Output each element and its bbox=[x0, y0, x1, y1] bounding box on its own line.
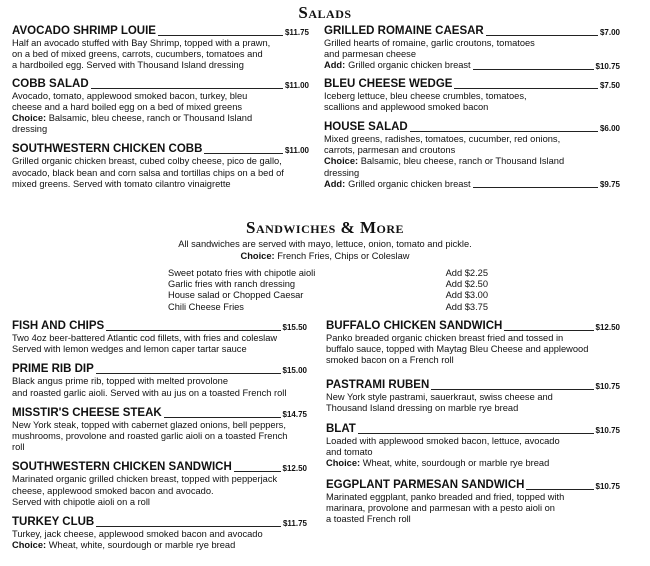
item-header bbox=[12, 320, 307, 333]
item-choice bbox=[326, 458, 620, 469]
side-label: Garlic fries with ranch dressing bbox=[168, 279, 296, 290]
item-description-line: Two 4oz beer-battered Atlantic cod fillets, with fries and coleslaw bbox=[12, 333, 278, 343]
leader-line bbox=[96, 373, 281, 374]
item-choice-cont: dressing bbox=[324, 167, 360, 178]
item-header bbox=[326, 320, 620, 333]
item-description-line: Grilled organic chicken breast, cubed colby cheese, pico de gallo, bbox=[12, 156, 282, 167]
menu-item bbox=[326, 320, 620, 367]
item-header bbox=[12, 461, 307, 474]
side-label: Chili Cheese Fries bbox=[168, 301, 244, 312]
item-description-line: Mixed greens, radishes, tomatoes, cucumber, red onions, bbox=[324, 134, 561, 145]
item-header bbox=[12, 25, 309, 38]
choice-label: Choice: bbox=[12, 540, 47, 551]
item-price: $10.75 bbox=[595, 426, 620, 436]
item-price: $14.75 bbox=[282, 409, 307, 419]
item-description-line: cheese and a hard boiled egg on a bed of mixed greens bbox=[12, 101, 243, 112]
item-choice-cont: dressing bbox=[12, 124, 48, 135]
salads-title: Salads bbox=[298, 3, 352, 22]
item-description-line: avocado, black bean and corn salsa and tortillas chips on a bed of bbox=[12, 167, 284, 178]
leader-line bbox=[91, 88, 283, 89]
item-description-line: Black angus prime rib, topped with melted provolone bbox=[12, 376, 229, 387]
item-name: MISSTIR'S CHEESE STEAK bbox=[12, 406, 162, 419]
leader-line bbox=[204, 153, 283, 154]
choice-text: Wheat, white, sourdough or marble rye bread bbox=[362, 458, 550, 469]
item-price: $11.00 bbox=[284, 80, 309, 90]
item-description-line: scallions and applewood smoked bacon bbox=[324, 101, 489, 112]
item-price: $15.50 bbox=[282, 323, 307, 332]
item-price: $11.00 bbox=[284, 146, 309, 156]
choice-text: Balsamic, bleu cheese, ranch or Thousand Island bbox=[360, 156, 565, 167]
item-description-line: marinara, provolone and parmesan with a pesto aioli on bbox=[326, 502, 555, 513]
side-item bbox=[168, 302, 488, 313]
item-name: BUFFALO CHICKEN SANDWICH bbox=[326, 320, 503, 332]
menu-item bbox=[326, 423, 620, 470]
item-description-line: Loaded with applewood smoked bacon, lettuce, avocado bbox=[326, 436, 560, 447]
item-description-line: Half an avocado stuffed with Bay Shrimp, topped with a prawn, bbox=[12, 38, 271, 48]
leader-line bbox=[504, 330, 593, 331]
menu-item bbox=[12, 363, 307, 398]
add-text: Grilled organic chicken breast bbox=[348, 60, 471, 71]
side-item bbox=[168, 290, 488, 301]
choice-label: Choice: bbox=[12, 113, 47, 124]
side-item bbox=[168, 268, 488, 279]
menu-item bbox=[326, 379, 620, 414]
side-label: Sweet potato fries with chipotle aioli bbox=[168, 268, 316, 278]
salads-left-column bbox=[12, 25, 309, 198]
salads-right-column bbox=[324, 25, 620, 198]
item-choice bbox=[324, 156, 620, 167]
item-description-line: a hardboiled egg. Served with Thousand Island dressing bbox=[12, 60, 244, 71]
menu-item bbox=[12, 78, 309, 136]
item-header bbox=[12, 363, 307, 376]
leader-line bbox=[410, 131, 598, 132]
item-description-line: Served with chipotle aioli on a roll bbox=[12, 496, 150, 507]
item-header bbox=[12, 516, 307, 529]
item-description-line: Marinated eggplant, panko breaded and fried, topped with bbox=[326, 491, 565, 502]
side-label: House salad or Chopped Caesar bbox=[168, 290, 304, 301]
leader-line bbox=[234, 471, 281, 472]
side-price: Add $2.25 bbox=[445, 268, 488, 278]
menu-item bbox=[12, 516, 307, 551]
intro-choice bbox=[0, 251, 650, 263]
choice-text: Balsamic, bleu cheese, ranch or Thousand Island bbox=[48, 113, 253, 124]
leader-line bbox=[473, 69, 594, 70]
add-price: $10.75 bbox=[595, 61, 620, 71]
menu-item bbox=[12, 25, 309, 72]
item-add bbox=[324, 60, 620, 71]
item-description-line: Avocado, tomato, applewood smoked bacon, turkey, bleu bbox=[12, 90, 248, 101]
item-description-line: carrots, parmesan and croutons bbox=[324, 145, 456, 156]
item-description-line: Turkey, jack cheese, applewood smoked bacon and avocado bbox=[12, 529, 263, 540]
item-price: $11.75 bbox=[284, 28, 309, 37]
item-name: AVOCADO SHRIMP LOUIE bbox=[12, 25, 156, 37]
item-header bbox=[324, 121, 620, 134]
add-label: Add: bbox=[324, 60, 346, 71]
intro-text: All sandwiches are served with mayo, lettuce, onion, tomato and pickle. bbox=[178, 239, 472, 249]
choice-text: Wheat, white, sourdough or marble rye bread bbox=[48, 540, 236, 551]
item-choice bbox=[12, 113, 309, 124]
item-name: GRILLED ROMAINE CAESAR bbox=[324, 25, 484, 37]
sandwiches-title: Sandwiches & More bbox=[245, 218, 404, 237]
leader-line bbox=[486, 35, 598, 36]
side-price: Add $3.00 bbox=[445, 290, 488, 301]
menu-item bbox=[324, 78, 620, 113]
item-price: $7.00 bbox=[599, 28, 620, 37]
side-item bbox=[168, 279, 488, 290]
intro-choice-label: Choice: bbox=[240, 250, 275, 261]
menu-item bbox=[12, 407, 307, 454]
item-description-line: Iceberg lettuce, bleu cheese crumbles, tomatoes, bbox=[324, 90, 527, 101]
item-header bbox=[324, 78, 620, 91]
leader-line bbox=[96, 526, 281, 527]
item-price: $6.00 bbox=[599, 124, 620, 134]
item-price: $12.50 bbox=[282, 464, 307, 474]
item-name: COBB SALAD bbox=[12, 77, 89, 90]
leader-line bbox=[158, 35, 283, 36]
item-description-line: roll bbox=[12, 442, 25, 453]
item-header bbox=[324, 25, 620, 38]
side-price: Add $3.75 bbox=[445, 301, 488, 312]
sides-list bbox=[168, 268, 488, 313]
item-header bbox=[326, 423, 620, 436]
item-description-line: and roasted garlic aioli. Served with au jus on a toasted French roll bbox=[12, 387, 287, 398]
item-header bbox=[326, 479, 620, 492]
item-description-line: New York style pastrami, sauerkraut, swiss cheese and bbox=[326, 391, 553, 402]
item-description-line: mixed greens. Served with tomato cilantro vinaigrette bbox=[12, 178, 231, 189]
sandwiches-intro bbox=[0, 239, 650, 262]
add-price: $9.75 bbox=[599, 180, 620, 190]
item-description-line: mushrooms, provolone and roasted garlic aioli on a toasted French bbox=[12, 431, 288, 442]
item-price: $10.75 bbox=[595, 381, 620, 391]
menu-item bbox=[324, 25, 620, 72]
menu-item bbox=[324, 121, 620, 190]
item-choice bbox=[12, 540, 307, 551]
menu-item bbox=[12, 461, 307, 508]
item-header bbox=[12, 407, 307, 420]
item-description-line: a toasted French roll bbox=[326, 514, 411, 525]
item-price: $11.75 bbox=[282, 519, 307, 529]
item-add bbox=[324, 179, 620, 190]
item-name: HOUSE SALAD bbox=[324, 121, 408, 134]
item-price: $15.00 bbox=[282, 366, 307, 376]
item-name: FISH AND CHIPS bbox=[12, 320, 105, 332]
leader-line bbox=[106, 330, 280, 331]
leader-line bbox=[454, 88, 598, 89]
item-description-line: Grilled hearts of romaine, garlic croutons, tomatoes bbox=[324, 38, 535, 48]
menu-item bbox=[12, 320, 307, 355]
item-name: PASTRAMI RUBEN bbox=[326, 378, 430, 391]
item-description-line: on a bed of mixed greens, carrots, cucumbers, tomatoes and bbox=[12, 49, 263, 60]
item-name: TURKEY CLUB bbox=[12, 516, 95, 529]
add-label: Add: bbox=[324, 178, 346, 189]
item-description-line: cheese, applewood smoked bacon and avocado. bbox=[12, 485, 214, 496]
leader-line bbox=[431, 389, 593, 390]
leader-line bbox=[358, 433, 594, 434]
item-description-line: Thousand Island dressing on marble rye bread bbox=[326, 402, 519, 413]
leader-line bbox=[164, 417, 281, 418]
item-name: SOUTHWESTERN CHICKEN COBB bbox=[12, 143, 203, 156]
item-description-line: New York steak, topped with cabernet glazed onions, bell peppers, bbox=[12, 419, 286, 430]
item-name: EGGPLANT PARMESAN SANDWICH bbox=[326, 478, 525, 491]
item-name: BLEU CHEESE WEDGE bbox=[324, 77, 453, 90]
item-description-line: Served with lemon wedges and lemon caper tartar sauce bbox=[12, 344, 247, 355]
item-description-line: and parmesan cheese bbox=[324, 49, 416, 60]
item-description-line: Marinated organic grilled chicken breast, topped with pepperjack bbox=[12, 474, 278, 485]
item-description-line: Panko breaded organic chicken breast fried and tossed in bbox=[326, 333, 564, 343]
item-price: $12.50 bbox=[595, 323, 620, 332]
choice-label: Choice: bbox=[326, 458, 361, 469]
intro-choice-text: French Fries, Chips or Coleslaw bbox=[277, 250, 410, 261]
item-header bbox=[12, 78, 309, 91]
item-header bbox=[326, 379, 620, 392]
menu-item bbox=[12, 143, 309, 190]
item-description-line: and tomato bbox=[326, 447, 373, 458]
item-description-line: buffalo sauce, topped with Maytag Bleu Cheese and applewood bbox=[326, 344, 589, 355]
sandwiches-right-column bbox=[326, 320, 620, 539]
item-name: SOUTHWESTERN CHICKEN SANDWICH bbox=[12, 461, 232, 474]
item-price: $7.50 bbox=[599, 80, 620, 90]
choice-label: Choice: bbox=[324, 156, 359, 167]
sandwiches-left-column bbox=[12, 320, 307, 559]
add-text: Grilled organic chicken breast bbox=[348, 178, 471, 189]
leader-line bbox=[473, 187, 598, 188]
item-header bbox=[12, 143, 309, 156]
menu-item bbox=[326, 479, 620, 526]
item-description-line: smoked bacon on a French roll bbox=[326, 355, 454, 366]
item-price: $10.75 bbox=[595, 481, 620, 491]
leader-line bbox=[526, 489, 593, 490]
item-name: PRIME RIB DIP bbox=[12, 363, 94, 376]
item-name: BLAT bbox=[326, 423, 356, 436]
side-price: Add $2.50 bbox=[445, 279, 488, 290]
